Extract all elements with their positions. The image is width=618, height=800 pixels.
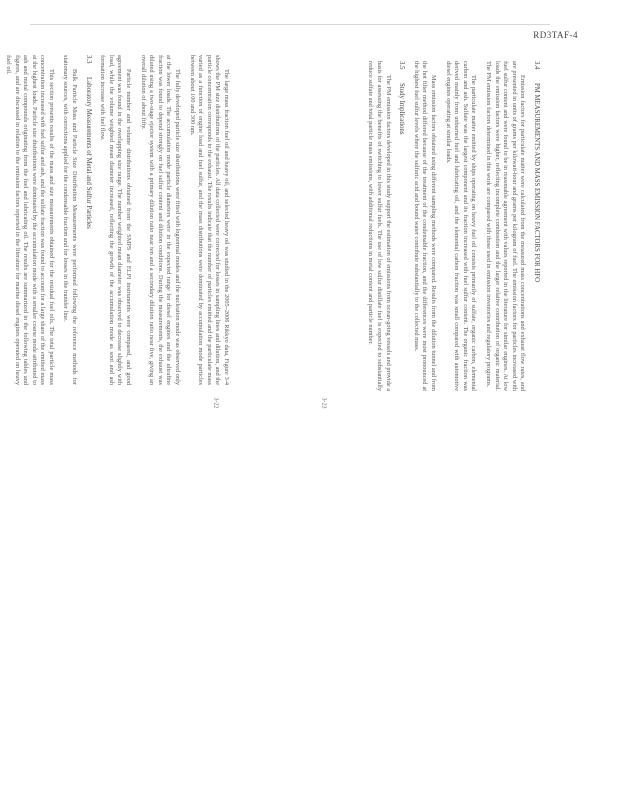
right-paragraph: The particulate matter emitted by ships operating on heavy fuel oil consists primarily of sulfate, organic carbon, elemental carbon and ash. Sulfate was the largest component and its fraction increased with fuel sulfur content. The organic fraction was derived mainly from unburned fuel and lubricating oil, and the elemental carbon fraction was small compared with automotive diesel engines operating at similar loads. (444, 61, 478, 391)
section-title: Laboratory Measurements of Metal and Sulfur Particles (84, 77, 92, 229)
section-heading (531, 61, 540, 391)
right-page (367, 55, 618, 391)
section-heading (83, 55, 92, 385)
header-rule (30, 24, 550, 25)
left-paragraph: The fully developed particle size distributions were fitted with lognormal modes and the nucleation mode was observed only at the lower loads. The accumulation mode particle diameters were in the expected range for diesel engines and the ultrafine fraction was found to depend strongly on fuel sulfur content and dilution conditions. During the measurements, the exhaust was diluted using a two-stage ejector system with a primary dilution ratio near ten and a secondary dilution ratio near five, giving an overall dilution of about fifty. (139, 55, 182, 385)
left-paragraph: This section presents results of the mass and size measurements obtained for the residual fuel oils. The total particle mass concentration increased with fuel sulfur and ash, and the sulfate fraction was found to account for a large share of the emitted mass at the highest loads. Particle size distributions were dominated by the accumulation mode with a smaller coarse mode attributed to ash and metal compounds originating from the fuel and lubricating oil. The results are summarized in the following tables and figures, and are discussed in relation to the emission factors reported in the literature for marine diesel engines operated on heavy fuel oil. (4, 55, 55, 385)
page-number-right: 3-23 (320, 397, 327, 409)
section-number: 3.4 (533, 61, 540, 70)
section-heading (397, 61, 406, 391)
left-paragraph: The large mass fraction fuel oil and heavy oil, and selected heavy oil was studied in the 2005–2006 Rikkyo data, Figure 3-4 shows the PM size distributions of the particles. All data collected were corrected for losses in sampling lines and dilution, and the particle concentration corresponds to the exhaust. The results indicate that the number of particles emitted and the particulate mass varied as a function of engine load and fuel sulfur, and the mass distributions were dominated by accumulation mode particles between about 100 and 300 nm. (188, 55, 230, 385)
right-paragraph: Mass emission factors obtained using different sampling methods were compared. Results from the dilution tunnel and from the hot filter method differed because of the treatment of the condensable fraction, and the differences were most pronounced at the highest fuel sulfur levels where the sulfuric acid and bound water contribute substantially to the collected mass. (412, 61, 438, 391)
left-paragraph: Bulk Particle Mass and Particle Size Distribution Measurements were performed following the reference methods for stationary sources, with corrections applied for the condensable fraction and for losses in the transfer line. (62, 55, 79, 385)
page-number-left: 3-22 (212, 397, 219, 409)
section-number: 3.5 (398, 61, 406, 70)
left-paragraph: Particle number and volume distributions obtained from the SMPS and ELPI instruments were compared, and good agreement was found in the overlapping size range. The number weighted mean diameter was observed to decrease slightly with load, while the volume weighted mean diameter increased, reflecting the growth of the accumulation mode as soot and ash formation increase with fuel flow. (99, 55, 133, 385)
section-title: Study Implications (398, 83, 406, 135)
document-code: RD3TAF-4 (533, 30, 578, 40)
right-paragraph: Emission factors for particulate matter were calculated from the measured mass concentrations and exhaust flow rates, and are presented in units of grams per kilowatt-hour and grams per kilogram of fuel. The emission factors for particles increased with fuel sulfur content and were found to be in reasonable agreement with values reported in the literature for similar engines. At low loads the emission factors were higher, reflecting incomplete combustion and the larger relative contribution of organic material. The PM emission factors determined in this work are compared with those used in emission inventories and regulatory programs. (485, 61, 527, 391)
section-title: PM MEASUREMENTS AND MASS EMISSION FACTORS FOR HFO (533, 83, 540, 282)
section-number: 3.3 (84, 55, 92, 64)
right-paragraph: The PM emission factors developed in this study support the estimation of emissions from ocean-going vessels and provide a basis for assessing the benefits of switching to lower sulfur fuels. The use of low sulfur distillate fuel is expected to substantially reduce sulfate and total particle mass emissions, with additional reductions in metal content and particle number. (367, 61, 392, 391)
